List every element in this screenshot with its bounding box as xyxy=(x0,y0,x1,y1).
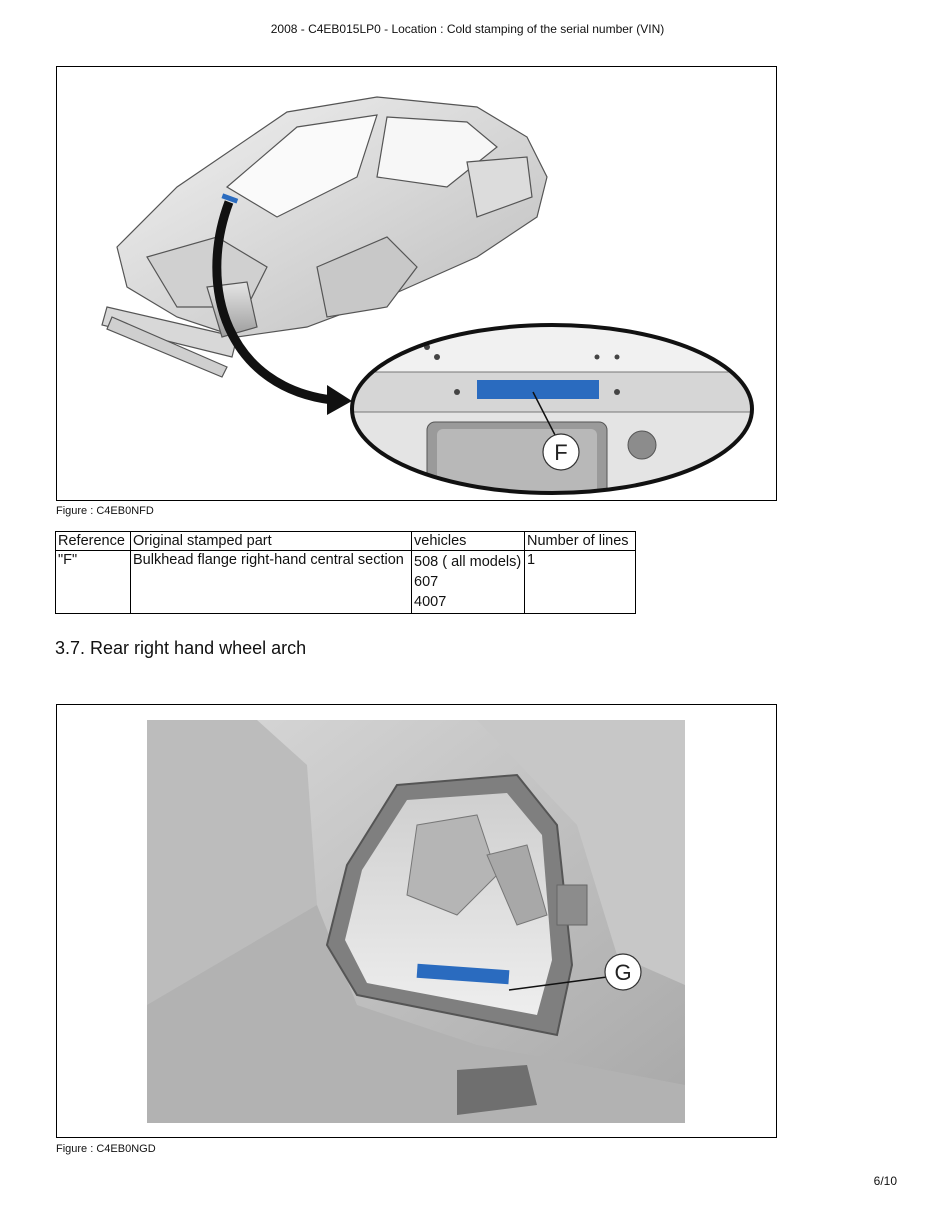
figure-caption: Figure : C4EB0NFD xyxy=(56,505,154,517)
car-body-illustration xyxy=(57,67,776,500)
page-header-title: 2008 - C4EB015LP0 - Location : Cold stamping of the serial number (VIN) xyxy=(270,22,665,36)
column-header-reference: Reference xyxy=(56,532,131,551)
table-row xyxy=(56,551,636,614)
figure-caption: Figure : C4EB0NGD xyxy=(56,1143,156,1155)
table-header-row xyxy=(56,532,636,551)
vehicle-item: 508 ( all models) xyxy=(414,554,522,570)
figure-wheel-arch xyxy=(56,704,777,1138)
stamp-marker-large xyxy=(477,380,599,399)
cell-lines: 1 xyxy=(525,551,636,614)
vin-location-table xyxy=(55,531,636,614)
cell-reference: "F" xyxy=(56,551,131,614)
figure-body-shell xyxy=(56,66,777,501)
arrow-head xyxy=(327,385,352,415)
column-header-lines: Number of lines xyxy=(525,532,636,551)
cell-part: Bulkhead flange right-hand central section xyxy=(131,551,412,614)
vehicle-item: 4007 xyxy=(414,594,447,610)
column-header-part: Original stamped part xyxy=(131,532,412,551)
zoom-detail-ellipse xyxy=(347,322,767,500)
vehicle-item: 607 xyxy=(414,574,439,590)
callout-label-f: F xyxy=(554,440,568,465)
column-header-vehicles: vehicles xyxy=(412,532,525,551)
callout-label-g: G xyxy=(614,960,632,985)
wheel-arch-photo xyxy=(57,705,776,1137)
section-heading: 3.7. Rear right hand wheel arch xyxy=(55,638,307,658)
cell-vehicles xyxy=(412,551,525,614)
page-number: 6/10 xyxy=(873,1174,897,1188)
